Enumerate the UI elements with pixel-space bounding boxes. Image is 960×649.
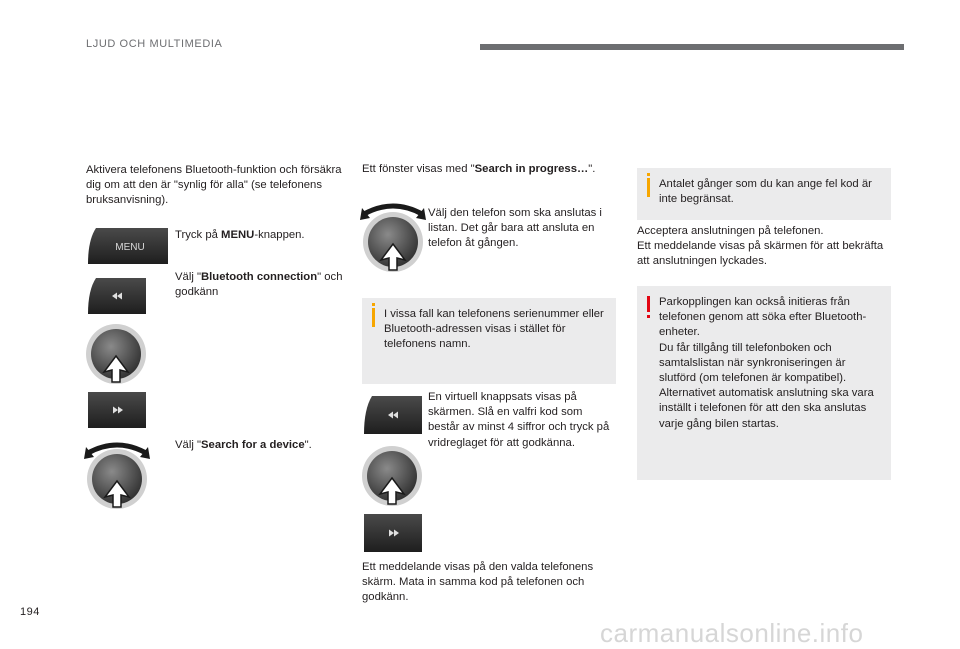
header-bar — [480, 44, 904, 50]
rotary-knob-turn-icon — [84, 437, 150, 511]
info-icon — [647, 173, 650, 176]
menu-button-icon — [86, 226, 170, 266]
window-shown-text: Ett fönster visas med "Search in progress…". — [362, 163, 596, 175]
warning-note-pairing — [637, 286, 891, 480]
page-number: 194 — [20, 606, 40, 618]
rewind-button-icon — [86, 276, 148, 316]
fast-forward-button-icon — [86, 390, 148, 430]
info-note-attempts — [637, 168, 891, 220]
info-note-serial — [362, 298, 616, 384]
message-text: Ett meddelande visas på den valda telefonens skärm. Mata in samma kod på telefonen och godkänn. — [362, 561, 594, 604]
accept-connection-text: Acceptera anslutningen på telefonen. Ett meddelande visas på skärmen för att bekräfta att anslutningen lyckades. — [637, 225, 884, 268]
rewind-button-icon — [362, 394, 424, 436]
step-press-menu: Tryck på MENU-knappen. — [175, 229, 305, 241]
select-phone-text: Välj den telefon som ska anslutas i listan. Det går bara att ansluta en telefon åt gången. — [428, 207, 602, 250]
virtual-keypad-text: En virtuell knappsats visas på skärmen. Slå en valfri kod som består av minst 4 siffror och tryck på vridreglaget för att godkänna. — [428, 391, 610, 449]
section-header: LJUD OCH MULTIMEDIA — [86, 38, 223, 50]
warning-icon — [647, 296, 650, 312]
watermark: carmanualsonline.info — [600, 618, 864, 648]
step-search-device: Välj "Search for a device". — [175, 439, 312, 451]
warning-note-text: Parkopplingen kan också initieras från telefonen genom att söka efter Bluetooth-enheter. Du får tillgång till telefonboken och samtalslistan när synkroniseringen är slutförd (om telefonen är kompatibel). Alternativet automatisk anslutning ska vara inställt i telefonen för att den ska anslutas varje gång bilen startas. — [659, 296, 874, 430]
info-note-text: I vissa fall kan telefonens serienummer eller Bluetooth-adressen visas i stället för telefonens namn. — [384, 308, 604, 351]
info-note-text: Antalet gånger som du kan ange fel kod är inte begränsat. — [659, 178, 872, 206]
rotary-knob-select-icon — [360, 196, 426, 276]
rotary-knob-press-icon — [360, 444, 424, 508]
fast-forward-button-icon — [362, 512, 424, 554]
menu-key-label: MENU — [115, 242, 145, 253]
info-icon — [372, 303, 375, 306]
intro-text: Aktivera telefonens Bluetooth-funktion och försäkra dig om att den är "synlig för alla" (se telefonens bruksanvisning). — [86, 164, 342, 207]
step-bluetooth-connection: Välj "Bluetooth connection" och godkänn — [175, 271, 343, 299]
rotary-knob-press-icon — [84, 322, 148, 386]
